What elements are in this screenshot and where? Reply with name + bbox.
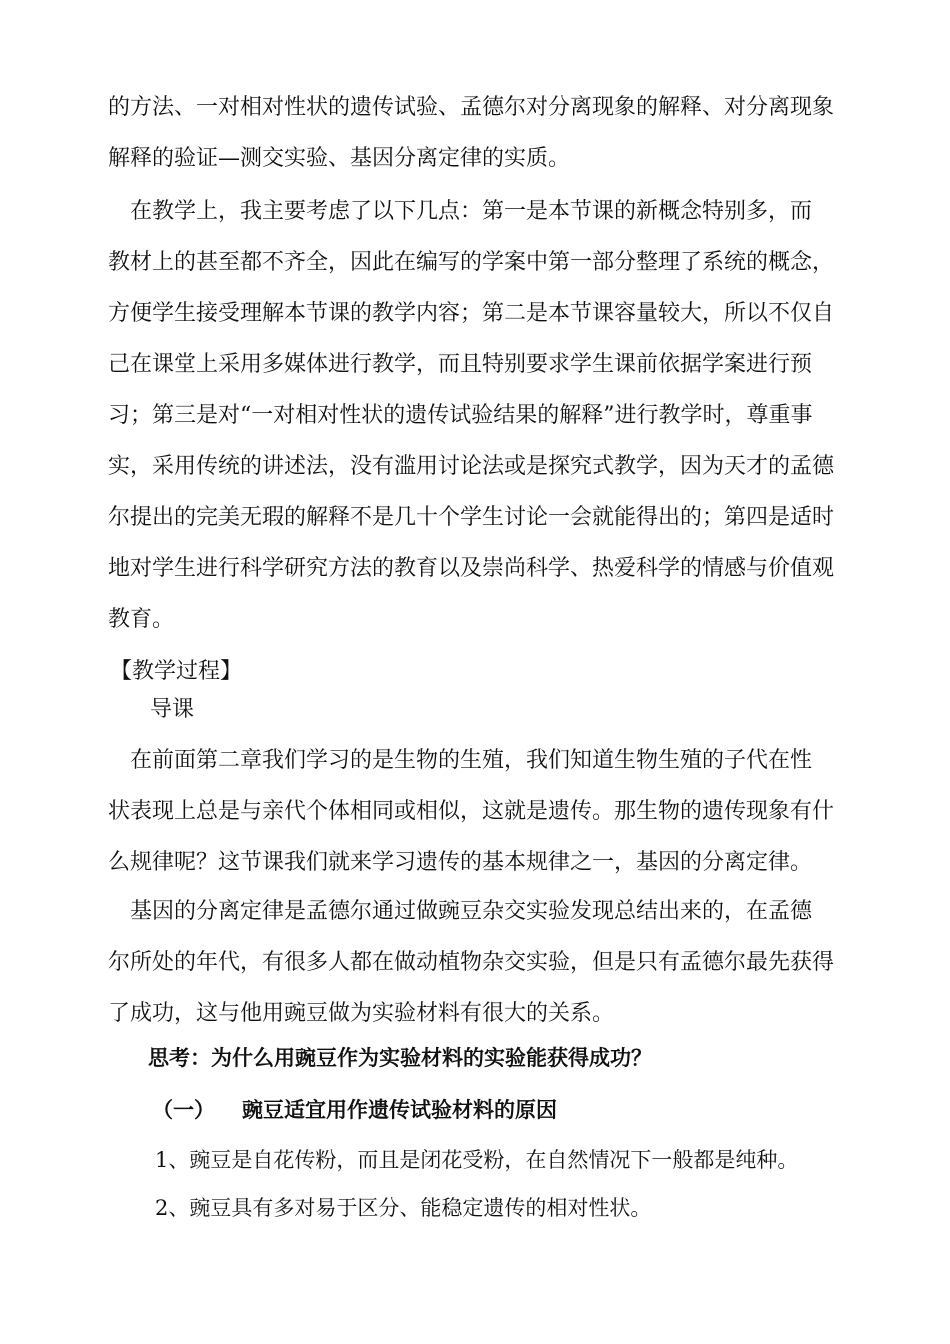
think-question: 思考：为什么用豌豆作为实验材料的实验能获得成功？ (148, 1045, 652, 1070)
text-line: 习；第三是对“一对相对性状的遗传试验结果的解释”进行教学时，尊重事 (108, 403, 813, 428)
paragraph-intro (108, 735, 853, 888)
subsection-text: 豌豆适宜用作遗传试验材料的原因 (242, 1097, 557, 1122)
text-line: 实，采用传统的讲述法，没有滥用讨论法或是探究式教学，因为天才的孟德 (108, 454, 835, 479)
subsection-number: （一） (152, 1097, 215, 1122)
text-line: 在前面第二章我们学习的是生物的生殖，我们知道生物生殖的子代在性 (108, 748, 813, 773)
paragraph-teaching-considerations (108, 186, 853, 645)
paragraph-methods (108, 82, 853, 184)
text-line: 教育。 (108, 607, 175, 632)
text-line: 己在课堂上采用多媒体进行教学，而且特别要求学生课前依据学案进行预 (108, 352, 813, 377)
text-line: 尔所处的年代，有很多人都在做动植物杂交实验，但是只有孟德尔最先获得 (108, 950, 835, 975)
text-line: 地对学生进行科学研究方法的教育以及崇尚科学、热爱科学的情感与价值观 (108, 556, 835, 581)
text-line: 在教学上，我主要考虑了以下几点：第一是本节课的新概念特别多，而 (108, 199, 813, 224)
subsection-title (152, 1090, 557, 1130)
text-line: 么规律呢？这节课我们就来学习遗传的基本规律之一，基因的分离定律。 (108, 850, 813, 875)
list-item: 2、豌豆具有多对易于区分、能稳定遗传的相对性状。 (155, 1196, 652, 1220)
text-line: 方便学生接受理解本节课的教学内容；第二是本节课容量较大，所以不仅自 (108, 301, 835, 326)
section-heading: 【教学过程】 (110, 659, 243, 684)
text-line: 教材上的甚至都不齐全，因此在编写的学案中第一部分整理了系统的概念， (108, 250, 835, 275)
text-line: 尔提出的完美无瑕的解释不是几十个学生讨论一会就能得出的；第四是适时 (108, 505, 835, 530)
text-line: 解释的验证—测交实验、基因分离定律的实质。 (108, 146, 571, 171)
paragraph-mendel (108, 886, 853, 1039)
text-line: 基因的分离定律是孟德尔通过做豌豆杂交实验发现总结出来的，在孟德 (108, 899, 813, 924)
text-line: 状表现上总是与亲代个体相同或相似，这就是遗传。那生物的遗传现象有什 (108, 799, 835, 824)
text-line: 了成功，这与他用豌豆做为实验材料有很大的关系。 (108, 1001, 615, 1026)
subheading: 导课 (150, 697, 195, 722)
list-item: 1、豌豆是自花传粉，而且是闭花受粉，在自然情况下一般都是纯种。 (155, 1148, 799, 1172)
text-line: 的方法、一对相对性状的遗传试验、孟德尔对分离现象的解释、对分离现象 (108, 95, 835, 120)
